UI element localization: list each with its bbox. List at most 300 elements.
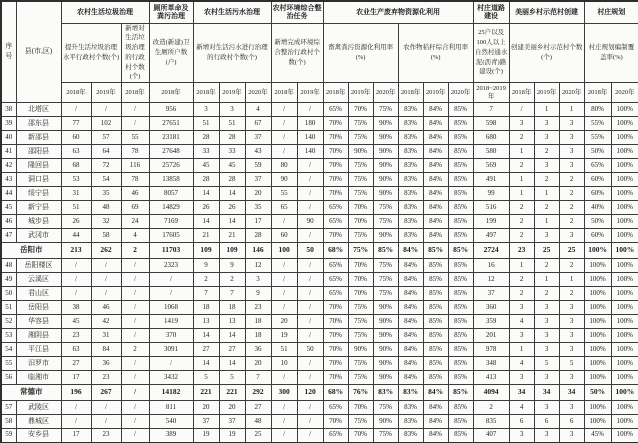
table-cell: 1 bbox=[559, 273, 584, 287]
table-cell: 100% bbox=[611, 103, 638, 117]
table-cell: 2 bbox=[534, 287, 559, 301]
row-number-cell: 58 bbox=[1, 415, 16, 429]
column-subheader: 创建美丽乡村示范村个数(个) bbox=[509, 23, 584, 83]
table-cell: 90% bbox=[373, 187, 398, 201]
table-cell: 55 bbox=[271, 187, 297, 201]
table-cell: 680 bbox=[473, 131, 509, 145]
table-cell: 70% bbox=[323, 329, 348, 343]
table-cell: 3 bbox=[509, 301, 534, 315]
year-header: 2019年 bbox=[297, 83, 323, 103]
table-cell: / bbox=[121, 103, 149, 117]
table-cell: 8057 bbox=[149, 187, 193, 201]
table-cell: 2 bbox=[509, 201, 534, 215]
table-cell: 2 bbox=[509, 287, 534, 301]
table-row bbox=[1, 173, 638, 187]
table-cell: 100% bbox=[611, 287, 638, 301]
county-name-cell: 城步县 bbox=[16, 215, 61, 229]
table-cell: 2 bbox=[509, 131, 534, 145]
table-cell: 85% bbox=[448, 357, 473, 371]
county-name-cell: 平江县 bbox=[16, 343, 61, 357]
table-cell: / bbox=[91, 259, 121, 273]
table-cell: 370 bbox=[149, 329, 193, 343]
table-cell: 19 bbox=[271, 329, 297, 343]
table-cell: 84% bbox=[398, 371, 423, 385]
table-cell: 28 bbox=[193, 173, 219, 187]
row-number-cell: 52 bbox=[1, 315, 16, 329]
table-cell: 99 bbox=[473, 187, 509, 201]
table-cell: 50% bbox=[584, 385, 611, 401]
table-cell: 1 bbox=[534, 215, 559, 229]
table-cell: 140 bbox=[297, 131, 323, 145]
table-cell: 50 bbox=[297, 243, 323, 259]
table-cell: 2 bbox=[121, 243, 149, 259]
table-cell: 1 bbox=[509, 187, 534, 201]
table-cell: 100% bbox=[611, 301, 638, 315]
table-cell: / bbox=[61, 287, 91, 301]
table-cell: 37 bbox=[219, 415, 245, 429]
table-cell: 27 bbox=[245, 401, 271, 415]
table-cell: 23 bbox=[509, 243, 534, 259]
city-name-cell: 岳阳市 bbox=[1, 243, 61, 259]
table-row bbox=[1, 131, 638, 145]
table-cell: / bbox=[297, 259, 323, 273]
table-cell: 85% bbox=[423, 287, 448, 301]
table-cell: 85% bbox=[448, 201, 473, 215]
year-header: 2018年 bbox=[193, 83, 219, 103]
table-cell: 196 bbox=[61, 385, 91, 401]
table-cell: 6 bbox=[534, 415, 559, 429]
table-cell: 6 bbox=[509, 415, 534, 429]
year-header: 2020年 bbox=[373, 83, 398, 103]
table-cell: 17 bbox=[245, 215, 271, 229]
year-header: 2019年 bbox=[534, 83, 559, 103]
table-cell: 84% bbox=[398, 273, 423, 287]
table-cell: 9 bbox=[219, 259, 245, 273]
table-cell: / bbox=[297, 415, 323, 429]
row-number-cell: 51 bbox=[1, 301, 16, 315]
table-row bbox=[1, 315, 638, 329]
table-cell: 27 bbox=[61, 357, 91, 371]
table-cell: / bbox=[297, 357, 323, 371]
county-name-cell: 洞口县 bbox=[16, 173, 61, 187]
table-cell: 100% bbox=[611, 385, 638, 401]
table-cell: 85% bbox=[423, 315, 448, 329]
table-cell: 57 bbox=[91, 131, 121, 145]
county-name-cell: 北塔区 bbox=[16, 103, 61, 117]
table-cell: 85% bbox=[448, 273, 473, 287]
table-cell: / bbox=[271, 287, 297, 301]
table-cell: 14 bbox=[193, 329, 219, 343]
table-cell: 3 bbox=[193, 103, 219, 117]
table-cell: 100% bbox=[611, 117, 638, 131]
table-cell: 84% bbox=[423, 429, 448, 443]
table-cell: 83% bbox=[398, 103, 423, 117]
table-cell: 18 bbox=[219, 301, 245, 315]
table-cell: 85% bbox=[448, 385, 473, 401]
table-cell: 100% bbox=[611, 401, 638, 415]
table-cell: 85% bbox=[448, 103, 473, 117]
table-cell: 100% bbox=[584, 287, 611, 301]
row-number-cell: 53 bbox=[1, 329, 16, 343]
table-cell: 348 bbox=[473, 357, 509, 371]
table-cell: 17605 bbox=[149, 229, 193, 243]
table-cell: 60 bbox=[61, 131, 91, 145]
table-cell: / bbox=[91, 287, 121, 301]
table-cell: 1068 bbox=[149, 301, 193, 315]
table-cell: 24 bbox=[121, 215, 149, 229]
year-header: 2020年 bbox=[611, 83, 638, 103]
table-cell: 70% bbox=[323, 371, 348, 385]
table-cell: 3 bbox=[534, 315, 559, 329]
table-row bbox=[1, 215, 638, 229]
table-cell: 100% bbox=[584, 415, 611, 429]
table-cell: 100% bbox=[611, 357, 638, 371]
county-name-cell: 绥宁县 bbox=[16, 187, 61, 201]
table-cell: 80% bbox=[584, 103, 611, 117]
row-number-cell: 44 bbox=[1, 187, 16, 201]
county-name-cell: 安乡县 bbox=[16, 429, 61, 443]
table-cell: 70% bbox=[323, 159, 348, 173]
table-cell: 14 bbox=[193, 215, 219, 229]
row-number-cell: 41 bbox=[1, 145, 16, 159]
county-name-cell: 武陵区 bbox=[16, 401, 61, 415]
table-cell: 33 bbox=[219, 145, 245, 159]
table-cell: 9 bbox=[245, 287, 271, 301]
table-cell: 20 bbox=[193, 401, 219, 415]
column-group-header: 农村环境综合整治任务 bbox=[271, 1, 323, 23]
column-group-header: 农村生活垃圾治理 bbox=[61, 1, 149, 23]
table-cell: 28 bbox=[245, 229, 271, 243]
table-cell: 85% bbox=[448, 145, 473, 159]
column-subheader: 农作物秸秆综合利用率(%) bbox=[398, 23, 473, 83]
table-cell: 3 bbox=[559, 145, 584, 159]
table-cell: 2 bbox=[559, 201, 584, 215]
table-cell: 83% bbox=[398, 131, 423, 145]
year-header: 2019年 bbox=[423, 83, 448, 103]
table-cell: 84% bbox=[423, 401, 448, 415]
table-cell: 5 bbox=[219, 371, 245, 385]
table-cell: 63 bbox=[61, 145, 91, 159]
table-cell: 27648 bbox=[149, 145, 193, 159]
county-name-cell: 邵阳县 bbox=[16, 145, 61, 159]
table-cell: 100% bbox=[611, 187, 638, 201]
table-cell: 85% bbox=[448, 287, 473, 301]
subheader-row bbox=[1, 23, 638, 83]
table-cell: / bbox=[121, 329, 149, 343]
table-cell: / bbox=[121, 273, 149, 287]
table-cell: 4 bbox=[509, 401, 534, 415]
table-cell: / bbox=[121, 429, 149, 443]
table-cell: 11703 bbox=[149, 243, 193, 259]
table-cell: 100% bbox=[611, 315, 638, 329]
table-cell: 90% bbox=[373, 329, 398, 343]
table-cell: 70% bbox=[323, 187, 348, 201]
county-name-cell: 隆回县 bbox=[16, 159, 61, 173]
table-cell: 40% bbox=[584, 201, 611, 215]
table-cell: 28 bbox=[219, 131, 245, 145]
table-cell: 83% bbox=[398, 215, 423, 229]
table-cell: 7 bbox=[245, 371, 271, 385]
table-cell: 75% bbox=[348, 229, 373, 243]
table-cell: 70% bbox=[323, 173, 348, 187]
table-cell: 100% bbox=[584, 371, 611, 385]
table-cell: 83% bbox=[398, 429, 423, 443]
column-subheader: 提升生活垃圾治理水平行政村个数(个) bbox=[61, 23, 121, 83]
table-cell: 14 bbox=[219, 329, 245, 343]
table-cell: 359 bbox=[473, 315, 509, 329]
year-header: 2019年 bbox=[91, 83, 121, 103]
table-cell: 70% bbox=[348, 273, 373, 287]
table-cell: 100% bbox=[584, 315, 611, 329]
table-cell: 497 bbox=[473, 229, 509, 243]
table-cell: 37 bbox=[245, 173, 271, 187]
table-cell: 70% bbox=[348, 429, 373, 443]
table-row bbox=[1, 329, 638, 343]
table-row bbox=[1, 117, 638, 131]
table-cell: 27 bbox=[193, 343, 219, 357]
table-cell: 2 bbox=[534, 145, 559, 159]
table-cell: 85% bbox=[448, 131, 473, 145]
table-cell: / bbox=[271, 301, 297, 315]
table-cell: 413 bbox=[473, 371, 509, 385]
table-cell: 65% bbox=[323, 401, 348, 415]
table-cell: / bbox=[121, 401, 149, 415]
county-name-cell: 汨罗市 bbox=[16, 357, 61, 371]
table-row bbox=[1, 357, 638, 371]
table-cell: 3 bbox=[559, 329, 584, 343]
table-cell: 83% bbox=[398, 229, 423, 243]
table-cell: 13858 bbox=[149, 173, 193, 187]
table-cell: 75% bbox=[348, 243, 373, 259]
table-cell: 75% bbox=[348, 159, 373, 173]
table-cell: 84% bbox=[398, 243, 423, 259]
table-cell: 12 bbox=[473, 273, 509, 287]
table-row bbox=[1, 273, 638, 287]
row-number-cell: 39 bbox=[1, 117, 16, 131]
table-cell: 2 bbox=[219, 273, 245, 287]
table-cell: / bbox=[297, 301, 323, 315]
table-cell: 3 bbox=[559, 315, 584, 329]
table-cell: 3 bbox=[534, 117, 559, 131]
table-cell: 516 bbox=[473, 201, 509, 215]
table-cell: 407 bbox=[473, 429, 509, 443]
table-cell: 65% bbox=[323, 287, 348, 301]
table-cell: 221 bbox=[219, 385, 245, 401]
table-cell: 90 bbox=[297, 215, 323, 229]
table-cell: 84% bbox=[423, 385, 448, 401]
table-cell: 540 bbox=[149, 415, 193, 429]
table-cell: 1 bbox=[559, 103, 584, 117]
table-cell: 2 bbox=[121, 343, 149, 357]
table-cell: 3 bbox=[219, 103, 245, 117]
table-cell: 100% bbox=[611, 415, 638, 429]
table-cell: / bbox=[91, 401, 121, 415]
table-cell: 34 bbox=[559, 385, 584, 401]
table-cell: 53 bbox=[61, 173, 91, 187]
table-cell: 68% bbox=[323, 243, 348, 259]
table-cell: 75% bbox=[373, 215, 398, 229]
table-cell: 37 bbox=[245, 131, 271, 145]
table-cell: 13 bbox=[193, 315, 219, 329]
year-header: 2018年 bbox=[271, 83, 297, 103]
table-cell: 100% bbox=[611, 243, 638, 259]
table-cell: 70% bbox=[323, 301, 348, 315]
table-cell: 109 bbox=[193, 243, 219, 259]
table-cell: 65% bbox=[584, 159, 611, 173]
table-cell: / bbox=[91, 415, 121, 429]
table-cell: 146 bbox=[245, 243, 271, 259]
table-cell: 10 bbox=[271, 357, 297, 371]
table-cell: 90% bbox=[373, 357, 398, 371]
table-cell: 389 bbox=[149, 429, 193, 443]
table-cell: / bbox=[61, 401, 91, 415]
table-cell: 60% bbox=[584, 173, 611, 187]
table-cell: 4 bbox=[509, 357, 534, 371]
year-header: 2019年 bbox=[219, 83, 245, 103]
table-cell: 51 bbox=[193, 117, 219, 131]
table-cell: 2 bbox=[534, 173, 559, 187]
table-cell: 48 bbox=[245, 415, 271, 429]
table-cell: / bbox=[121, 287, 149, 301]
table-cell: 2 bbox=[559, 259, 584, 273]
table-cell: 85% bbox=[448, 301, 473, 315]
table-cell: 20 bbox=[245, 357, 271, 371]
table-cell: 100% bbox=[584, 259, 611, 273]
table-cell: 90% bbox=[348, 343, 373, 357]
table-cell: 60% bbox=[584, 229, 611, 243]
table-cell: 72 bbox=[91, 159, 121, 173]
column-group-header: 农业生产废弃物资源化利用 bbox=[323, 1, 473, 23]
table-cell: 70% bbox=[348, 215, 373, 229]
table-cell: 60 bbox=[271, 229, 297, 243]
table-cell: 70% bbox=[348, 259, 373, 273]
table-cell: 20 bbox=[219, 401, 245, 415]
table-cell: 84% bbox=[423, 187, 448, 201]
table-cell: 75% bbox=[373, 429, 398, 443]
table-cell: 3 bbox=[559, 117, 584, 131]
table-cell: 75% bbox=[348, 187, 373, 201]
table-cell: 34 bbox=[509, 385, 534, 401]
table-cell: 84% bbox=[423, 117, 448, 131]
table-cell: 85% bbox=[448, 315, 473, 329]
table-cell: / bbox=[271, 273, 297, 287]
table-cell: / bbox=[61, 259, 91, 273]
table-cell: 55 bbox=[121, 131, 149, 145]
table-cell: 84% bbox=[423, 103, 448, 117]
table-cell: 7169 bbox=[149, 215, 193, 229]
table-cell: 85% bbox=[448, 429, 473, 443]
table-cell: 9 bbox=[193, 259, 219, 273]
column-group-header: 农村生活污水治理 bbox=[193, 1, 271, 23]
table-cell: 2 bbox=[559, 287, 584, 301]
table-row bbox=[1, 145, 638, 159]
col-header-county: 县(市,区) bbox=[16, 1, 61, 103]
table-cell: / bbox=[271, 371, 297, 385]
table-cell: / bbox=[149, 273, 193, 287]
table-cell: 78 bbox=[121, 145, 149, 159]
table-cell: 85% bbox=[423, 259, 448, 273]
table-cell: / bbox=[91, 273, 121, 287]
table-cell: 100% bbox=[611, 329, 638, 343]
group-header-row bbox=[1, 1, 638, 23]
table-cell: 65% bbox=[323, 201, 348, 215]
table-cell: 90% bbox=[373, 145, 398, 159]
table-cell: 100% bbox=[611, 273, 638, 287]
county-name-cell: 云溪区 bbox=[16, 273, 61, 287]
table-cell: / bbox=[297, 201, 323, 215]
table-cell: 25 bbox=[559, 243, 584, 259]
table-cell: / bbox=[121, 385, 149, 401]
table-cell: 90% bbox=[373, 229, 398, 243]
table-cell: 1 bbox=[509, 173, 534, 187]
table-cell: 31 bbox=[91, 329, 121, 343]
table-cell: / bbox=[297, 229, 323, 243]
table-cell: 25 bbox=[534, 243, 559, 259]
table-cell: 3 bbox=[559, 131, 584, 145]
table-cell: 83% bbox=[373, 385, 398, 401]
table-cell: 90% bbox=[373, 131, 398, 145]
table-cell: 77 bbox=[61, 117, 91, 131]
table-cell: 44 bbox=[61, 229, 91, 243]
table-cell: 84% bbox=[423, 215, 448, 229]
table-cell: 4 bbox=[245, 103, 271, 117]
table-row bbox=[1, 159, 638, 173]
summary-row bbox=[1, 243, 638, 259]
table-cell: 100 bbox=[271, 243, 297, 259]
table-cell: 84% bbox=[398, 343, 423, 357]
table-cell: 84% bbox=[423, 145, 448, 159]
table-cell: 3 bbox=[559, 301, 584, 315]
county-name-cell: 新邵县 bbox=[16, 131, 61, 145]
table-cell: 90% bbox=[348, 145, 373, 159]
table-cell: / bbox=[297, 315, 323, 329]
table-cell: 19 bbox=[219, 429, 245, 443]
table-cell: 2 bbox=[559, 187, 584, 201]
table-cell: 50 bbox=[297, 343, 323, 357]
county-name-cell: 华容县 bbox=[16, 315, 61, 329]
table-row bbox=[1, 201, 638, 215]
table-cell: / bbox=[121, 415, 149, 429]
table-cell: / bbox=[297, 429, 323, 443]
table-cell: 116 bbox=[121, 159, 149, 173]
county-name-cell: 鼎城区 bbox=[16, 415, 61, 429]
table-cell: 70% bbox=[323, 131, 348, 145]
row-number-cell: 43 bbox=[1, 173, 16, 187]
column-group-header: 村庄道路建设 bbox=[473, 1, 509, 23]
table-cell: 84% bbox=[423, 159, 448, 173]
table-cell: / bbox=[271, 145, 297, 159]
year-header-row bbox=[1, 83, 638, 103]
table-cell: 5 bbox=[534, 357, 559, 371]
table-cell: 75% bbox=[373, 287, 398, 301]
table-row bbox=[1, 229, 638, 243]
table-cell: 21 bbox=[219, 229, 245, 243]
table-cell: 180 bbox=[297, 117, 323, 131]
table-cell: / bbox=[297, 187, 323, 201]
column-subheader: 畜禽粪污资源化利用率(%) bbox=[323, 23, 398, 83]
column-group-header: 村庄规划 bbox=[584, 1, 638, 23]
column-subheader: 改造(新建)卫生厕所户数(户) bbox=[149, 23, 193, 83]
table-cell: 83% bbox=[398, 401, 423, 415]
table-cell: / bbox=[121, 259, 149, 273]
summary-row bbox=[1, 385, 638, 401]
table-cell: 84% bbox=[398, 287, 423, 301]
table-cell: 2 bbox=[534, 259, 559, 273]
column-subheader: 25户以及100人以上自然村通水泥(沥青)路建设(个) bbox=[473, 23, 509, 83]
table-cell: 85% bbox=[448, 117, 473, 131]
table-cell: 18 bbox=[245, 329, 271, 343]
table-cell: 84% bbox=[423, 415, 448, 429]
